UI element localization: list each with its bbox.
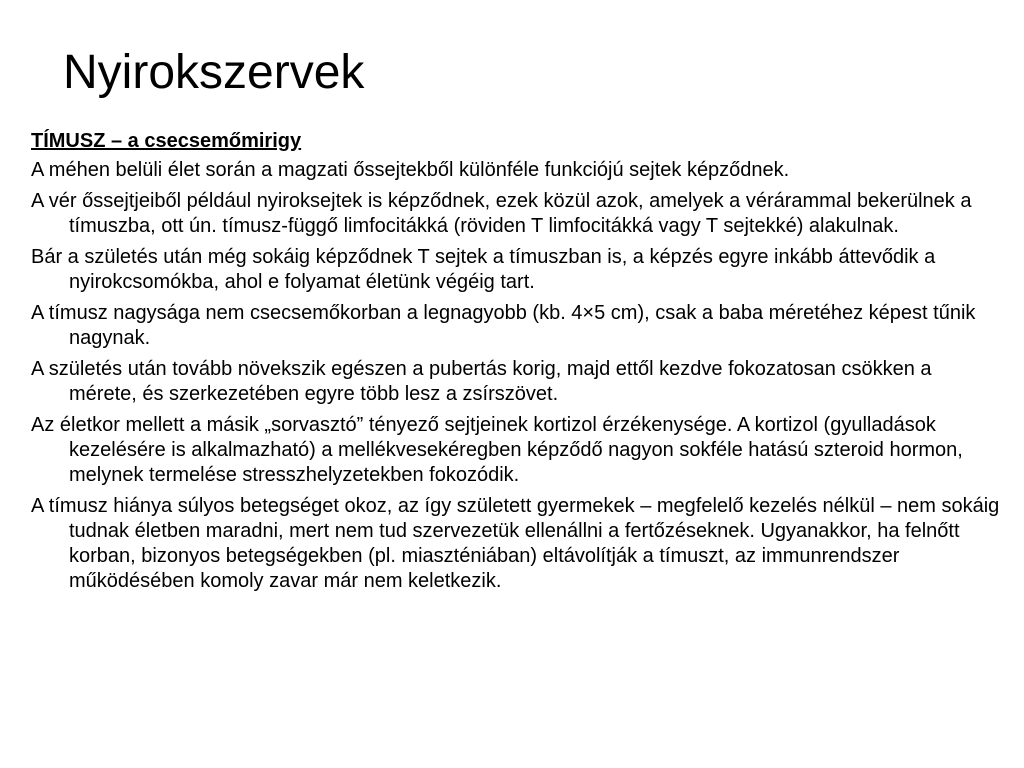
paragraph-timusz-nagysaga: A tímusz nagysága nem csecsemőkorban a legnagyobb (kb. 4×5 cm), csak a baba méretéhez képest tűnik nagynak. [31,302,976,349]
slide-body [31,129,1001,600]
slide-title: Nyirokszervek [63,46,365,99]
paragraph-timusz-hianya: A tímusz hiánya súlyos betegséget okoz, az így született gyermekek – megfelelő kezelés nélkül – nem sokáig tudnak életben maradni, mert nem tud szervezetük ellenállni a fertőzéseknek. Ugyanakkor, ha felnőtt korban, bizonyos betegségekben (pl. miaszténiában) eltávolítják a tímuszt, az immunrendszer működésében komoly zavar már nem keletkezik. [31,495,1000,592]
paragraph-magzati-ossejtek: A méhen belüli élet során a magzati őssejtekből különféle funkciójú sejtek képződnek. [31,159,790,181]
paragraph-kortizol: Az életkor mellett a másik „sorvasztó” tényező sejtjeinek kortizol érzékenysége. A kortizol (gyulladások kezelésére is alkalmazható) a mellékvesekéregben képződő nagyon sokféle hatású szteroid hormon, melynek termelése stresszhelyzetekben fokozódik. [31,414,963,486]
section-heading: TÍMUSZ – a csecsemőmirigy [31,130,302,152]
paragraph-ver-ossejtek: A vér őssejtjeiből például nyiroksejtek is képződnek, ezek közül azok, amelyek a vérárammal bekerülnek a tímuszba, ott ún. tímusz-függő limfocitákká (röviden T limfocitákká vagy T sejtekké) alakulnak. [31,190,972,237]
paragraph-nyirokcsomok: Bár a születés után még sokáig képződnek T sejtek a tímuszban is, a képzés egyre inkább áttevődik a nyirokcsomókba, ahol e folyamat életünk végéig tart. [31,246,936,293]
paragraph-pubertas: A születés után tovább növekszik egészen a pubertás korig, majd ettől kezdve fokozatosan csökken a mérete, és szerkezetében egyre több lesz a zsírszövet. [31,358,932,405]
